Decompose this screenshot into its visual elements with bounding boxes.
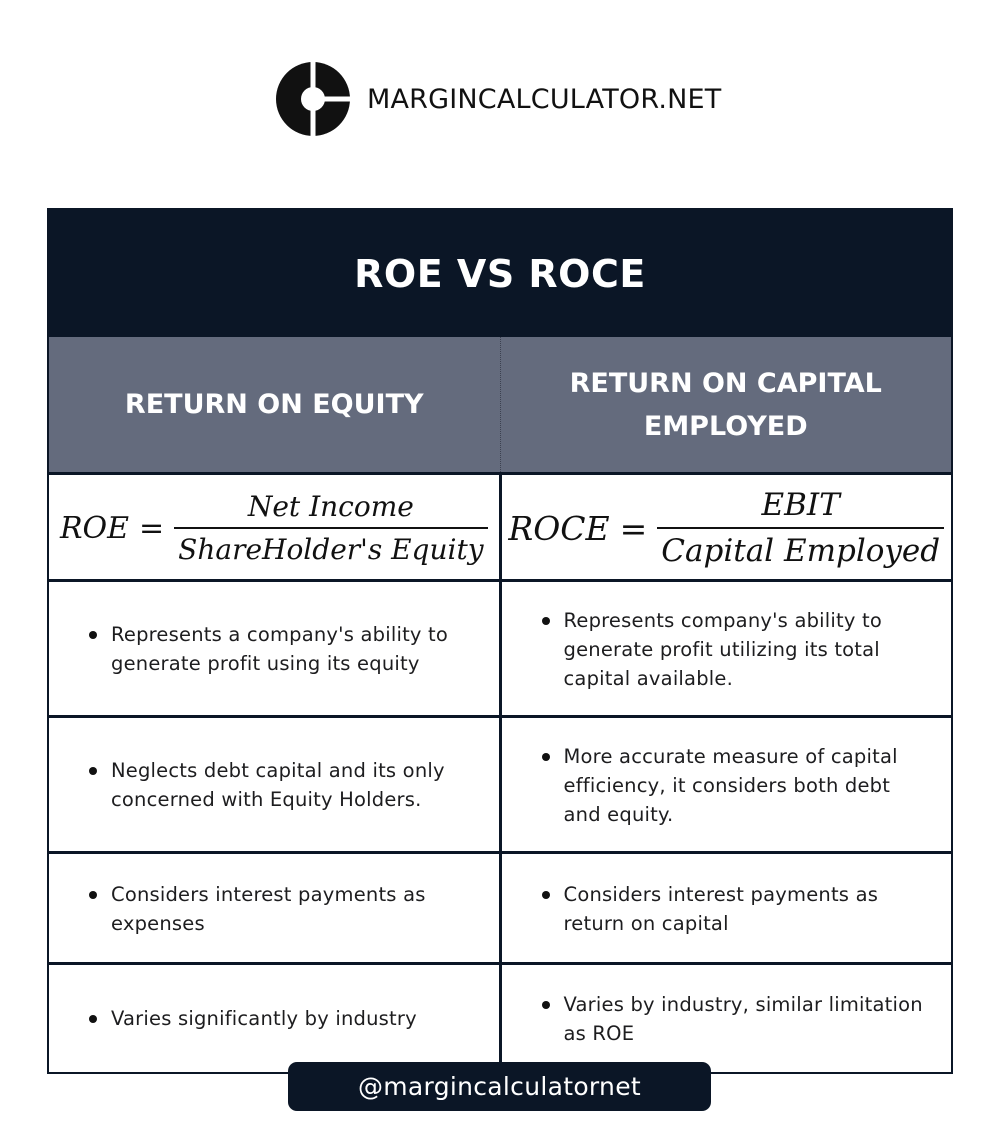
bullet-text: Varies significantly by industry	[111, 1007, 417, 1030]
formula-equals: =	[139, 510, 165, 546]
roe-cell	[49, 718, 499, 852]
roe-formula	[49, 475, 499, 581]
comparison-table	[47, 208, 953, 1074]
brand-header	[275, 60, 722, 138]
bullet-item	[542, 880, 932, 938]
formula-row	[49, 472, 951, 581]
roce-formula	[499, 475, 952, 581]
formula-denominator: Capital Employed	[657, 527, 944, 569]
roe-cell	[49, 582, 499, 716]
page-title: ROE VS ROCE	[354, 251, 646, 296]
table-row	[49, 851, 951, 963]
table-row	[49, 579, 951, 716]
column-header-roe: RETURN ON EQUITY	[124, 389, 424, 420]
bullet-dot-icon	[89, 631, 97, 639]
table-row	[49, 962, 951, 1072]
bullet-item	[542, 990, 932, 1048]
formula-equals: =	[619, 508, 648, 548]
formula-fraction	[174, 490, 487, 566]
formula-numerator: EBIT	[761, 487, 840, 523]
formula-lhs: ROE	[59, 510, 130, 546]
bullet-text: Considers interest payments as return on capital	[563, 882, 879, 935]
roe-cell	[49, 854, 499, 963]
formula-lhs: ROCE	[508, 508, 610, 548]
bullet-dot-icon	[542, 617, 550, 625]
table-row	[49, 715, 951, 852]
roce-cell	[499, 718, 952, 852]
title-banner	[49, 210, 951, 337]
bullet-item	[89, 1004, 417, 1033]
column-header-roce: RETURN ON CAPITAL EMPLOYED	[500, 337, 952, 472]
bullet-text: Varies by industry, similar limitation as ROE	[563, 993, 923, 1045]
roe-cell	[49, 965, 499, 1072]
bullet-text: Represents company's ability to generate profit utilizing its total capital available.	[563, 609, 882, 690]
formula-denominator: ShareHolder's Equity	[174, 527, 487, 566]
bullet-dot-icon	[89, 1015, 97, 1023]
social-handle: @margincalculatornet	[357, 1072, 641, 1101]
roce-cell	[499, 582, 952, 716]
roce-cell	[499, 965, 952, 1072]
bullet-text: Represents a company's ability to generate profit using its equity	[111, 623, 449, 675]
bullet-text: Considers interest payments as expenses	[111, 882, 426, 935]
circular-c-logo-icon	[275, 61, 351, 137]
bullet-item	[542, 606, 932, 693]
bullet-text: More accurate measure of capital efficiency, it considers both debt and equity.	[563, 745, 898, 826]
bullet-item	[89, 880, 479, 938]
formula-numerator: Net Income	[247, 490, 414, 523]
roce-cell	[499, 854, 952, 963]
brand-name: MARGINCALCULATOR.NET	[367, 83, 722, 115]
bullet-dot-icon	[89, 767, 97, 775]
formula-fraction	[657, 487, 944, 569]
bullet-dot-icon	[542, 891, 550, 899]
bullet-dot-icon	[542, 753, 550, 761]
bullet-item	[89, 756, 479, 814]
social-handle-badge	[288, 1062, 711, 1111]
bullet-dot-icon	[89, 891, 97, 899]
bullet-item	[89, 620, 479, 678]
bullet-item	[542, 742, 932, 829]
column-headers	[49, 337, 951, 472]
bullet-text: Neglects debt capital and its only concerned with Equity Holders.	[111, 759, 445, 811]
bullet-dot-icon	[542, 1001, 550, 1009]
